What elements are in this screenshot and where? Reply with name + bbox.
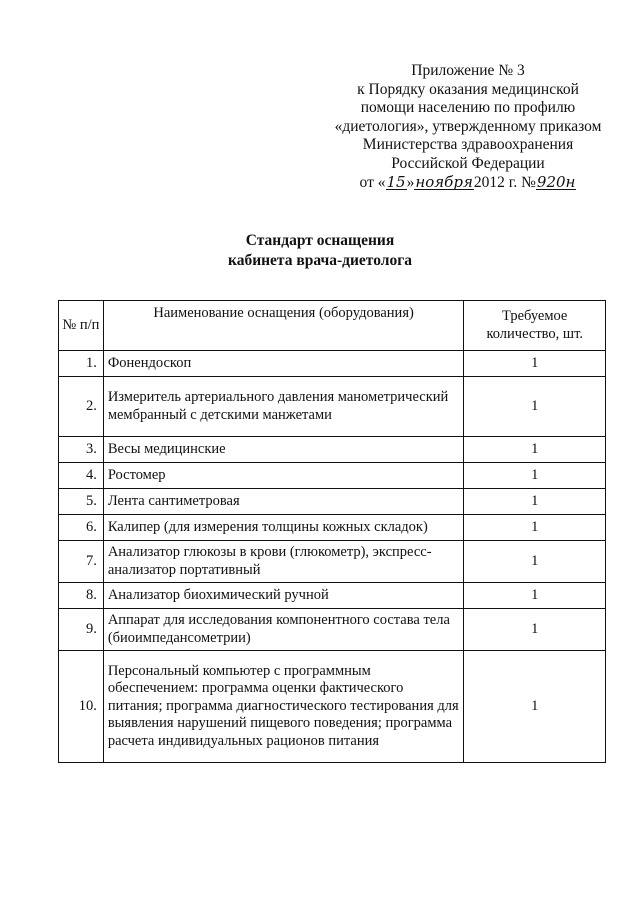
header-num: № п/п — [59, 301, 104, 351]
table-row — [59, 515, 606, 541]
appendix-line: Российской Федерации — [391, 154, 545, 172]
row-num: 2. — [59, 377, 104, 437]
date-prefix: от « — [359, 173, 386, 191]
document-title — [0, 231, 640, 271]
table-row — [59, 463, 606, 489]
row-name: Калипер (для измерения толщины кожных складок) — [103, 515, 464, 541]
row-qty: 1 — [464, 609, 606, 651]
row-name: Лента сантиметровая — [103, 489, 464, 515]
table-row — [59, 351, 606, 377]
header-name: Наименование оснащения (оборудования) — [103, 301, 464, 351]
row-num: 3. — [59, 437, 104, 463]
handwritten-day: 15 — [386, 172, 406, 191]
row-name: Анализатор биохимический ручной — [103, 583, 464, 609]
row-qty: 1 — [464, 377, 606, 437]
row-num: 1. — [59, 351, 104, 377]
row-qty: 1 — [464, 541, 606, 583]
row-name: Анализатор глюкозы в крови (глюкометр), экспресс-анализатор портативный — [103, 541, 464, 583]
year-text: 2012 г. № — [473, 173, 536, 191]
row-qty: 1 — [464, 463, 606, 489]
table-row — [59, 437, 606, 463]
table-row — [59, 377, 606, 437]
table-row — [59, 609, 606, 651]
row-name: Измеритель артериального давления манометрический мембранный с детскими манжетами — [103, 377, 464, 437]
row-qty: 1 — [464, 351, 606, 377]
row-name: Весы медицинские — [103, 437, 464, 463]
handwritten-month: ноября — [415, 172, 473, 191]
date-sep: » — [406, 173, 415, 191]
table-row — [59, 651, 606, 763]
appendix-line: к Порядку оказания медицинской — [357, 80, 579, 98]
title-line: Стандарт оснащения — [245, 232, 395, 249]
appendix-line: помощи населению по профилю — [360, 99, 576, 117]
row-name: Ростомер — [103, 463, 464, 489]
row-qty: 1 — [464, 437, 606, 463]
row-num: 7. — [59, 541, 104, 583]
table-row — [59, 583, 606, 609]
row-qty: 1 — [464, 489, 606, 515]
appendix-line: Приложение № 3 — [411, 62, 525, 79]
table-row — [59, 541, 606, 583]
row-name: Аппарат для исследования компонентного состава тела (биоимпедансометрии) — [103, 609, 464, 651]
row-name: Фонендоскоп — [103, 351, 464, 377]
row-num: 6. — [59, 515, 104, 541]
row-num: 5. — [59, 489, 104, 515]
table-header-row — [59, 301, 606, 351]
handwritten-order-number: 920н — [536, 172, 576, 191]
row-name: Персональный компьютер с программным обеспечением: программа оценки фактического питания; программа диагностического тестирования для выявления нарушений пищевого поведения; программа расчета индивидуальных рационов питания — [103, 651, 464, 763]
row-num: 10. — [59, 651, 104, 763]
table-row — [59, 489, 606, 515]
row-num: 8. — [59, 583, 104, 609]
row-qty: 1 — [464, 651, 606, 763]
order-date-line — [318, 174, 618, 193]
row-num: 9. — [59, 609, 104, 651]
appendix-block — [318, 62, 618, 192]
header-qty: Требуемое количество, шт. — [464, 301, 606, 351]
title-line: кабинета врача-диетолога — [228, 252, 412, 269]
appendix-line: Министерства здравоохранения — [362, 136, 574, 154]
equipment-table — [58, 300, 606, 763]
row-qty: 1 — [464, 515, 606, 541]
appendix-line: «диетология», утвержденному приказом — [334, 117, 602, 135]
row-num: 4. — [59, 463, 104, 489]
row-qty: 1 — [464, 583, 606, 609]
